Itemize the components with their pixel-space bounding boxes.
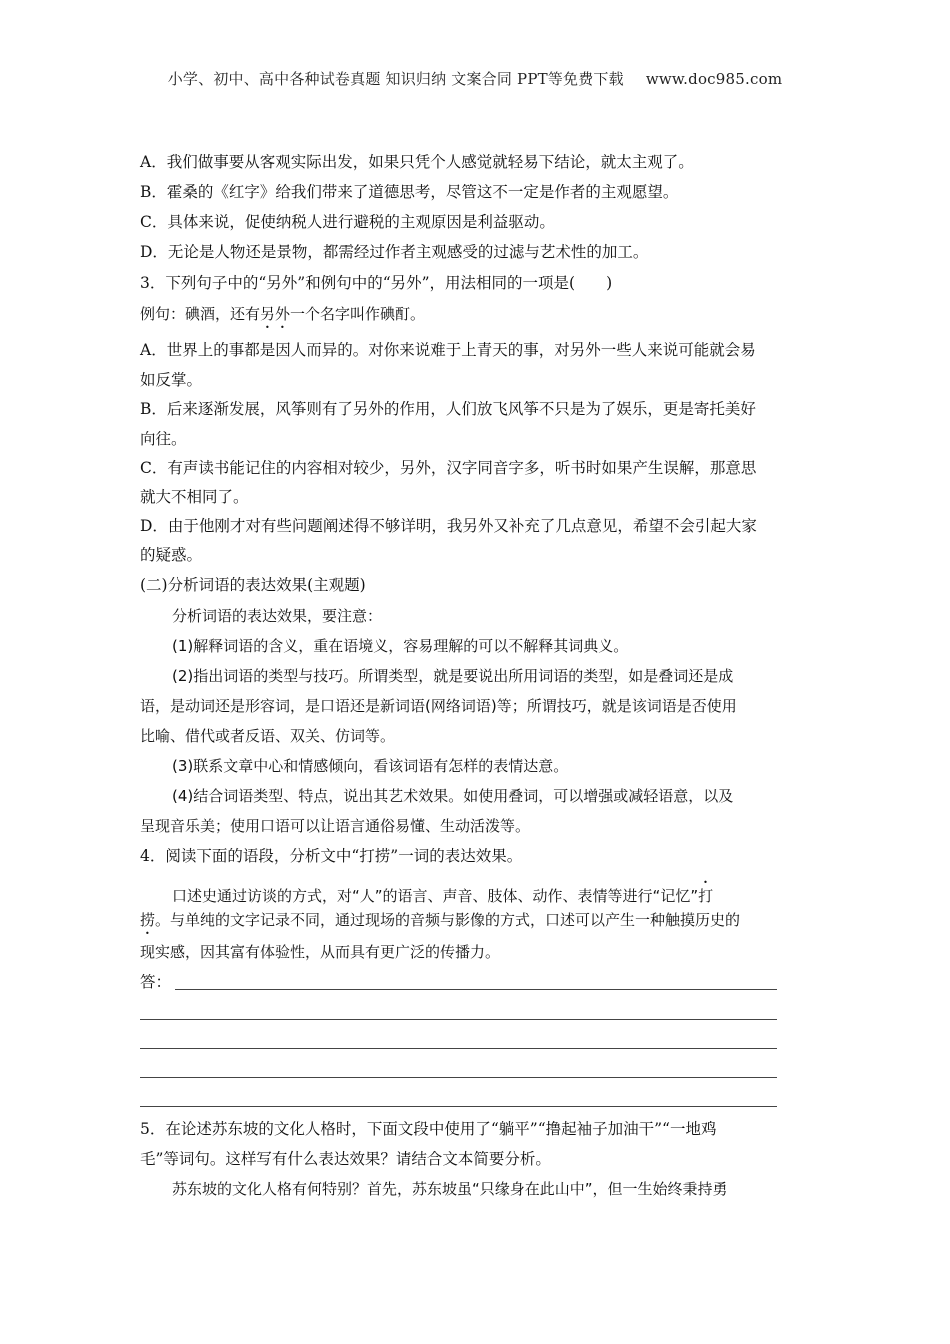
q4-passage-line2-text: 。与单纯的文字记录不同，通过现场的音频与影像的方式，口述可以产生一种触摸历史的 [155, 911, 741, 929]
q3-option-d-line1: D．由于他刚才对有些问题阐述得不够详明，我另外又补充了几点意见，希望不会引起大家 [140, 517, 757, 535]
section2-intro: 分析词语的表达效果，要注意： [172, 607, 383, 625]
header-text: 小学、初中、高中各种试卷真题 知识归纳 文案合同 PPT等免费下载 [167, 70, 624, 88]
answer-line-5[interactable] [140, 1106, 777, 1107]
q2-option-a: A．我们做事要从客观实际出发，如果只凭个人感觉就轻易下结论，就太主观了。 [140, 153, 694, 171]
q3-option-c-line2: 就大不相同了。 [140, 488, 249, 506]
q4-stem: 4．阅读下面的语段，分析文中“打捞”一词的表达效果。 [140, 847, 523, 865]
answer-line-4[interactable] [140, 1077, 777, 1078]
q3-stem: 3．下列句子中的“另外”和例句中的“另外”，用法相同的一项是( ) [140, 274, 613, 292]
q3-option-b-line2: 向往。 [140, 430, 187, 448]
q4-passage-line1 [172, 878, 820, 906]
q3-option-a-line1: A．世界上的事都是因人而异的。对你来说难于上青天的事，对另外一些人来说可能就会易 [140, 341, 756, 359]
section2-point2-line2: 语，是动词还是形容词，是口语还是新词语(网络词语)等；所谓技巧，就是该词语是否使用 [140, 697, 737, 715]
answer-line-3[interactable] [140, 1048, 777, 1049]
q3-option-c-line1: C．有声读书能记住的内容相对较少，另外，汉字同音字多，听书时如果产生误解，那意思 [140, 459, 757, 477]
q4-passage-line1-text: 口述史通过访谈的方式，对“人”的语言、声音、肢体、动作、表情等进行“记忆” [172, 887, 699, 905]
section2-point1: (1)解释词语的含义，重在语境义，容易理解的可以不解释其词典义。 [172, 637, 629, 655]
q2-option-b: B．霍桑的《红字》给我们带来了道德思考，尽管这不一定是作者的主观愿望。 [140, 183, 679, 201]
q4-keyword-da: 打 [698, 887, 714, 905]
q2-option-c: C．具体来说，促使纳税人进行避税的主观原因是利益驱动。 [140, 213, 555, 231]
q5-passage-line1: 苏东坡的文化人格有何特别？首先，苏东坡虽“只缘身在此山中”，但一生始终秉持勇 [172, 1180, 728, 1198]
answer-label: 答： [140, 973, 172, 991]
answer-line-2[interactable] [140, 1019, 777, 1020]
q3-example-suffix: 一个名字叫作碘酊。 [290, 305, 426, 323]
q4-passage-line3: 现实感，因其富有体验性，从而具有更广泛的传播力。 [140, 943, 501, 961]
q3-option-b-line1: B．后来逐渐发展，风筝则有了另外的作用，人们放飞风筝不只是为了娱乐，更是寄托美好 [140, 400, 756, 418]
section2-title: (二)分析词语的表达效果(主观题) [140, 576, 366, 594]
q3-example [140, 304, 820, 332]
section2-point4-line1: (4)结合词语类型、特点，说出其艺术效果。如使用叠词，可以增强或减轻语意，以及 [172, 787, 734, 805]
q3-example-keyword: 另外 [260, 305, 291, 323]
q3-option-a-line2: 如反掌。 [140, 371, 203, 389]
q4-keyword-lao: 捞 [140, 911, 156, 929]
section2-point2-line1: (2)指出词语的类型与技巧。所谓类型，就是要说出所用词语的类型，如是叠词还是成 [172, 667, 734, 685]
header-site-link[interactable]: www.doc985.com [645, 70, 783, 88]
answer-line-1[interactable] [175, 989, 777, 990]
q5-stem-line1: 5．在论述苏东坡的文化人格时，下面文段中使用了“躺平”“撸起袖子加油干”“一地鸡 [140, 1120, 717, 1138]
q5-stem-line2: 毛”等词句。这样写有什么表达效果？请结合文本简要分析。 [140, 1150, 551, 1168]
section2-point3: (3)联系文章中心和情感倾向，看该词语有怎样的表情达意。 [172, 757, 569, 775]
q3-option-d-line2: 的疑惑。 [140, 546, 203, 564]
q2-option-d: D．无论是人物还是景物，都需经过作者主观感受的过滤与艺术性的加工。 [140, 243, 649, 261]
q4-passage-line2 [140, 910, 820, 938]
section2-point2-line3: 比喻、借代或者反语、双关、仿词等。 [140, 727, 396, 745]
section2-point4-line2: 呈现音乐美；使用口语可以让语言通俗易懂、生动活泼等。 [140, 817, 531, 835]
page-header [0, 68, 950, 89]
q3-example-prefix: 例句：碘酒，还有 [140, 305, 261, 323]
